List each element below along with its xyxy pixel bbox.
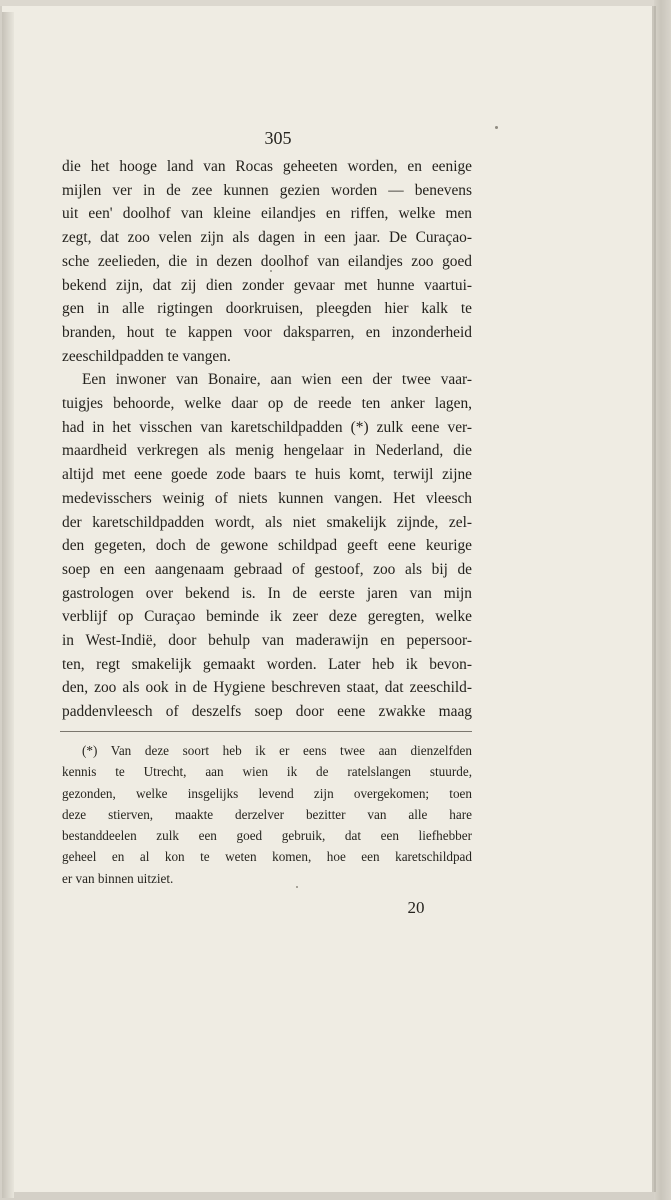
body-line: branden, hout te kappen voor daksparren, en inzonderheid <box>62 323 472 341</box>
body-line: medevisschers weinig of niets kunnen vangen. Het vleesch <box>62 489 472 507</box>
footnote-line: kennis te Utrecht, aan wien ik de ratelslangen stuurde, <box>62 764 472 780</box>
body-line: had in het visschen van karetschildpadden (*) zulk eene ver- <box>62 418 472 436</box>
body-line: den, zoo als ook in de Hygiene beschreven staat, dat zeeschild- <box>62 679 472 697</box>
paper-speck <box>270 270 272 272</box>
page-gutter <box>2 12 14 1198</box>
body-line: Een inwoner van Bonaire, aan wien een der twee vaar- <box>82 371 472 389</box>
body-line: verblijf op Curaçao beminde ik zeer deze geregten, welke <box>62 608 472 626</box>
footnote <box>62 740 472 889</box>
body-text <box>62 155 472 724</box>
footnote-line: gezonden, welke insgelijks levend zijn overgekomen; toen <box>62 785 472 801</box>
body-line: den gegeten, doch de gewone schildpad geeft eene keurige <box>62 537 472 555</box>
body-line: zeeschildpadden te vangen. <box>62 347 231 365</box>
body-line: mijlen ver in de zee kunnen gezien worden — benevens <box>62 181 472 199</box>
footnote-line: er van binnen uitziet. <box>62 870 174 886</box>
body-line: sche zeelieden, die in dezen doolhof van eilandjes zoo goed <box>62 252 472 270</box>
body-line: maardheid verkregen als menig hengelaar in Nederland, die <box>62 442 472 460</box>
paper-speck <box>495 126 498 129</box>
body-line: die het hooge land van Rocas geheeten worden, en eenige <box>62 158 472 175</box>
body-line: in West-Indië, door behulp van maderawijn en pepersoor- <box>62 632 472 650</box>
footnote-line: (*) Van deze soort heb ik er eens twee aan dienzelfden <box>82 743 472 758</box>
body-line: paddenvleesch of deszelfs soep door eene zwakke maag <box>62 703 472 721</box>
body-line: gastrologen over bekend is. In de eerste jaren van mijn <box>62 584 472 602</box>
footnote-line: deze stierven, maakte derzelver bezitter van alle hare <box>62 806 472 822</box>
book-edge <box>654 0 671 1200</box>
body-line: der karetschildpadden wordt, als niet smakelijk zijnde, zel- <box>62 513 472 531</box>
body-line: zegt, dat zoo velen zijn als dagen in een jaar. De Curaçao- <box>62 229 472 247</box>
body-line: uit een' doolhof van kleine eilandjes en riffen, welke men <box>62 205 472 223</box>
body-line: bekend zijn, dat zij dien zonder gevaar met hunne vaartui- <box>62 276 472 294</box>
page-number: 305 <box>264 128 292 148</box>
body-line: ten, regt smakelijk gemaakt worden. Later heb ik bevon- <box>62 655 472 673</box>
footnote-rule <box>60 731 472 732</box>
footnote-line: bestanddeelen zulk een goed gebruik, dat een liefhebber <box>62 828 472 844</box>
footnote-line: geheel en al kon te weten komen, hoe een karetschildpad <box>62 849 472 865</box>
body-line: tuigjes behoorde, welke daar op de reede ten anker lagen, <box>62 395 472 413</box>
signature-mark: 20 <box>407 898 425 917</box>
paper-speck <box>296 886 298 888</box>
body-line: gen in alle rigtingen doorkruisen, pleegden hier kalk te <box>62 300 472 318</box>
body-line: altijd met eene goede zode baars te huis komt, terwijl zijne <box>62 466 472 484</box>
body-line: soep en een aangenaam gebraad of gestoof, zoo als bij de <box>62 560 472 578</box>
